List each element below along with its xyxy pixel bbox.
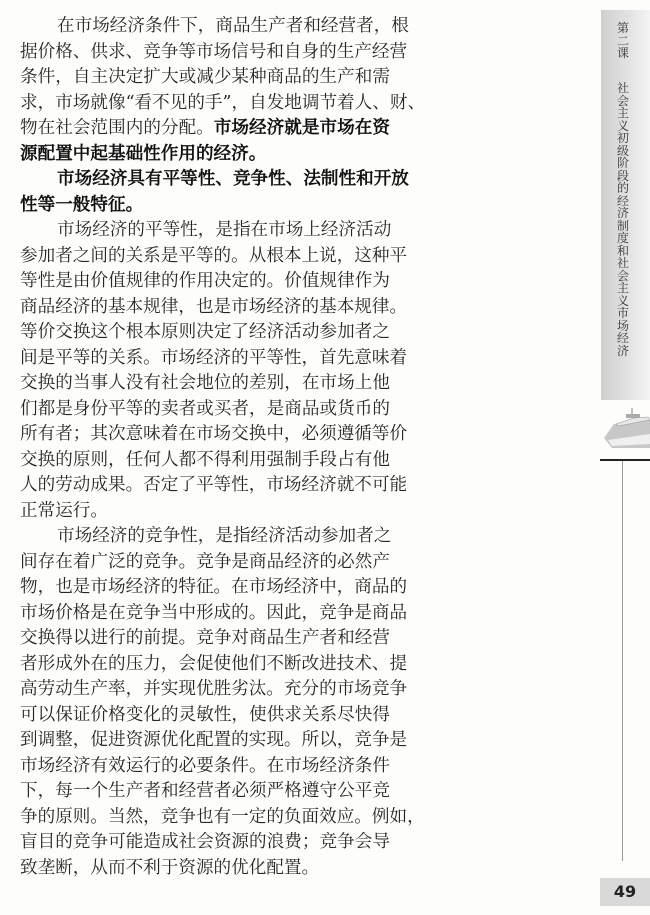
line-text: 交换的原则，任何人都不得利用强制手段占有他	[20, 449, 390, 470]
line-text: 市场经济的平等性，是指在市场上经济活动	[57, 220, 392, 240]
text-line	[20, 575, 408, 601]
text-line	[20, 346, 408, 372]
text-line	[20, 856, 390, 882]
text-line	[20, 218, 390, 244]
text-line	[20, 550, 390, 576]
text-line	[20, 728, 408, 754]
line-text: 条件，自主决定扩大或减少某种商品的生产和需	[20, 67, 390, 87]
bold-text: 市场经济具有平等性、竞争性、法制性和开放	[57, 169, 409, 189]
line-text: 间是平等的关系。市场经济的平等性，首先意味着	[20, 347, 408, 368]
text-line	[20, 269, 390, 295]
line-text: 市场价格是在竞争当中形成的。因此，竞争是商品	[20, 602, 408, 623]
text-line	[20, 167, 409, 193]
line-text: 求，市场就像“看不见的手”，自发地调节着人、财、	[20, 92, 426, 113]
text-line	[20, 320, 390, 346]
line-text: 市场经济有效运行的必要条件。在市场经济条件	[20, 755, 390, 776]
bold-text: 源配置中起基础性作用的经济。	[20, 143, 267, 164]
line-text: 下，每一个生产者和经营者必须严格遵守公平竞	[20, 781, 390, 801]
line-text: 间存在着广泛的竞争。竞争是商品经济的必然产	[20, 551, 390, 572]
divider-line	[600, 459, 650, 461]
line-text: 所有者；其次意味着在市场交换中，必须遵循等价	[20, 424, 408, 444]
text-line	[20, 40, 408, 66]
text-line	[20, 371, 390, 397]
text-line	[20, 422, 408, 448]
text-line	[20, 448, 390, 474]
line-text: 盲目的竞争可能造成社会资源的浪费；竞争会导	[20, 832, 390, 852]
margin-rule	[622, 461, 623, 861]
page-number: 49	[600, 878, 650, 906]
bold-text: 性等一般特征。	[20, 194, 144, 215]
body-text	[20, 14, 426, 881]
text-line	[20, 65, 390, 91]
line-text: 据价格、供求、竞争等市场信号和自身的生产经营	[20, 41, 408, 62]
line-text: 等价交换这个根本原则决定了经济活动参加者之	[20, 322, 390, 342]
bold-text: 市场经济就是市场在资	[213, 118, 390, 138]
lesson-label: 第二课	[616, 21, 629, 60]
line-text: 商品经济的基本规律，也是市场经济的基本规律。	[20, 296, 408, 317]
text-line	[20, 14, 409, 40]
text-line	[20, 116, 390, 142]
text-line	[20, 473, 408, 499]
text-line	[20, 91, 426, 117]
chapter-title: 社会主义初级阶段的经济制度和社会主义市场经济	[616, 81, 629, 358]
line-text: 者形成外在的压力，会促使他们不断改进技术、提	[20, 653, 408, 674]
line-text: 交换得以进行的前提。竞争对商品生产者和经营	[20, 628, 390, 648]
text-line	[20, 524, 390, 550]
line-text: 高劳动生产率，并实现优胜劣汰。充分的市场竞争	[20, 679, 408, 699]
text-line	[20, 601, 408, 627]
ship-icon	[604, 408, 650, 450]
text-line	[20, 652, 408, 678]
line-text: 物在社会范围内的分配。	[20, 118, 214, 138]
text-line	[20, 397, 390, 423]
line-text: 参加者之间的关系是平等的。从根本上说，这种平	[20, 245, 408, 266]
text-line	[20, 677, 408, 703]
line-text: 等性是由价值规律的作用决定的。价值规律作为	[20, 271, 390, 291]
text-line	[20, 142, 390, 168]
text-line	[20, 193, 390, 219]
text-line	[20, 703, 390, 729]
line-text: 可以保证价格变化的灵敏性，使供求关系尽快得	[20, 704, 390, 725]
line-text: 交换的当事人没有社会地位的差别，在市场上他	[20, 373, 390, 393]
text-line	[20, 779, 390, 805]
chapter-sidebar	[601, 10, 650, 400]
text-line	[20, 754, 390, 780]
text-line	[20, 626, 390, 652]
line-text: 在市场经济条件下，商品生产者和经营者，根	[57, 16, 409, 36]
line-text: 物，也是市场经济的特征。在市场经济中，商品的	[20, 577, 408, 597]
line-text: 们都是身份平等的卖者或买者，是商品或货币的	[20, 398, 390, 419]
text-line	[20, 830, 390, 856]
line-text: 争的原则。当然，竞争也有一定的负面效应。例如，	[20, 806, 425, 827]
text-line	[20, 244, 408, 270]
line-text: 市场经济的竞争性，是指经济活动参加者之	[57, 526, 392, 546]
line-text: 到调整，促进资源优化配置的实现。所以，竞争是	[20, 730, 408, 750]
text-line	[20, 805, 425, 831]
line-text: 致垄断，从而不利于资源的优化配置。	[20, 857, 320, 878]
text-line	[20, 499, 390, 525]
text-line	[20, 295, 408, 321]
line-text: 正常运行。	[20, 500, 108, 521]
line-text: 人的劳动成果。否定了平等性，市场经济就不可能	[20, 475, 408, 495]
